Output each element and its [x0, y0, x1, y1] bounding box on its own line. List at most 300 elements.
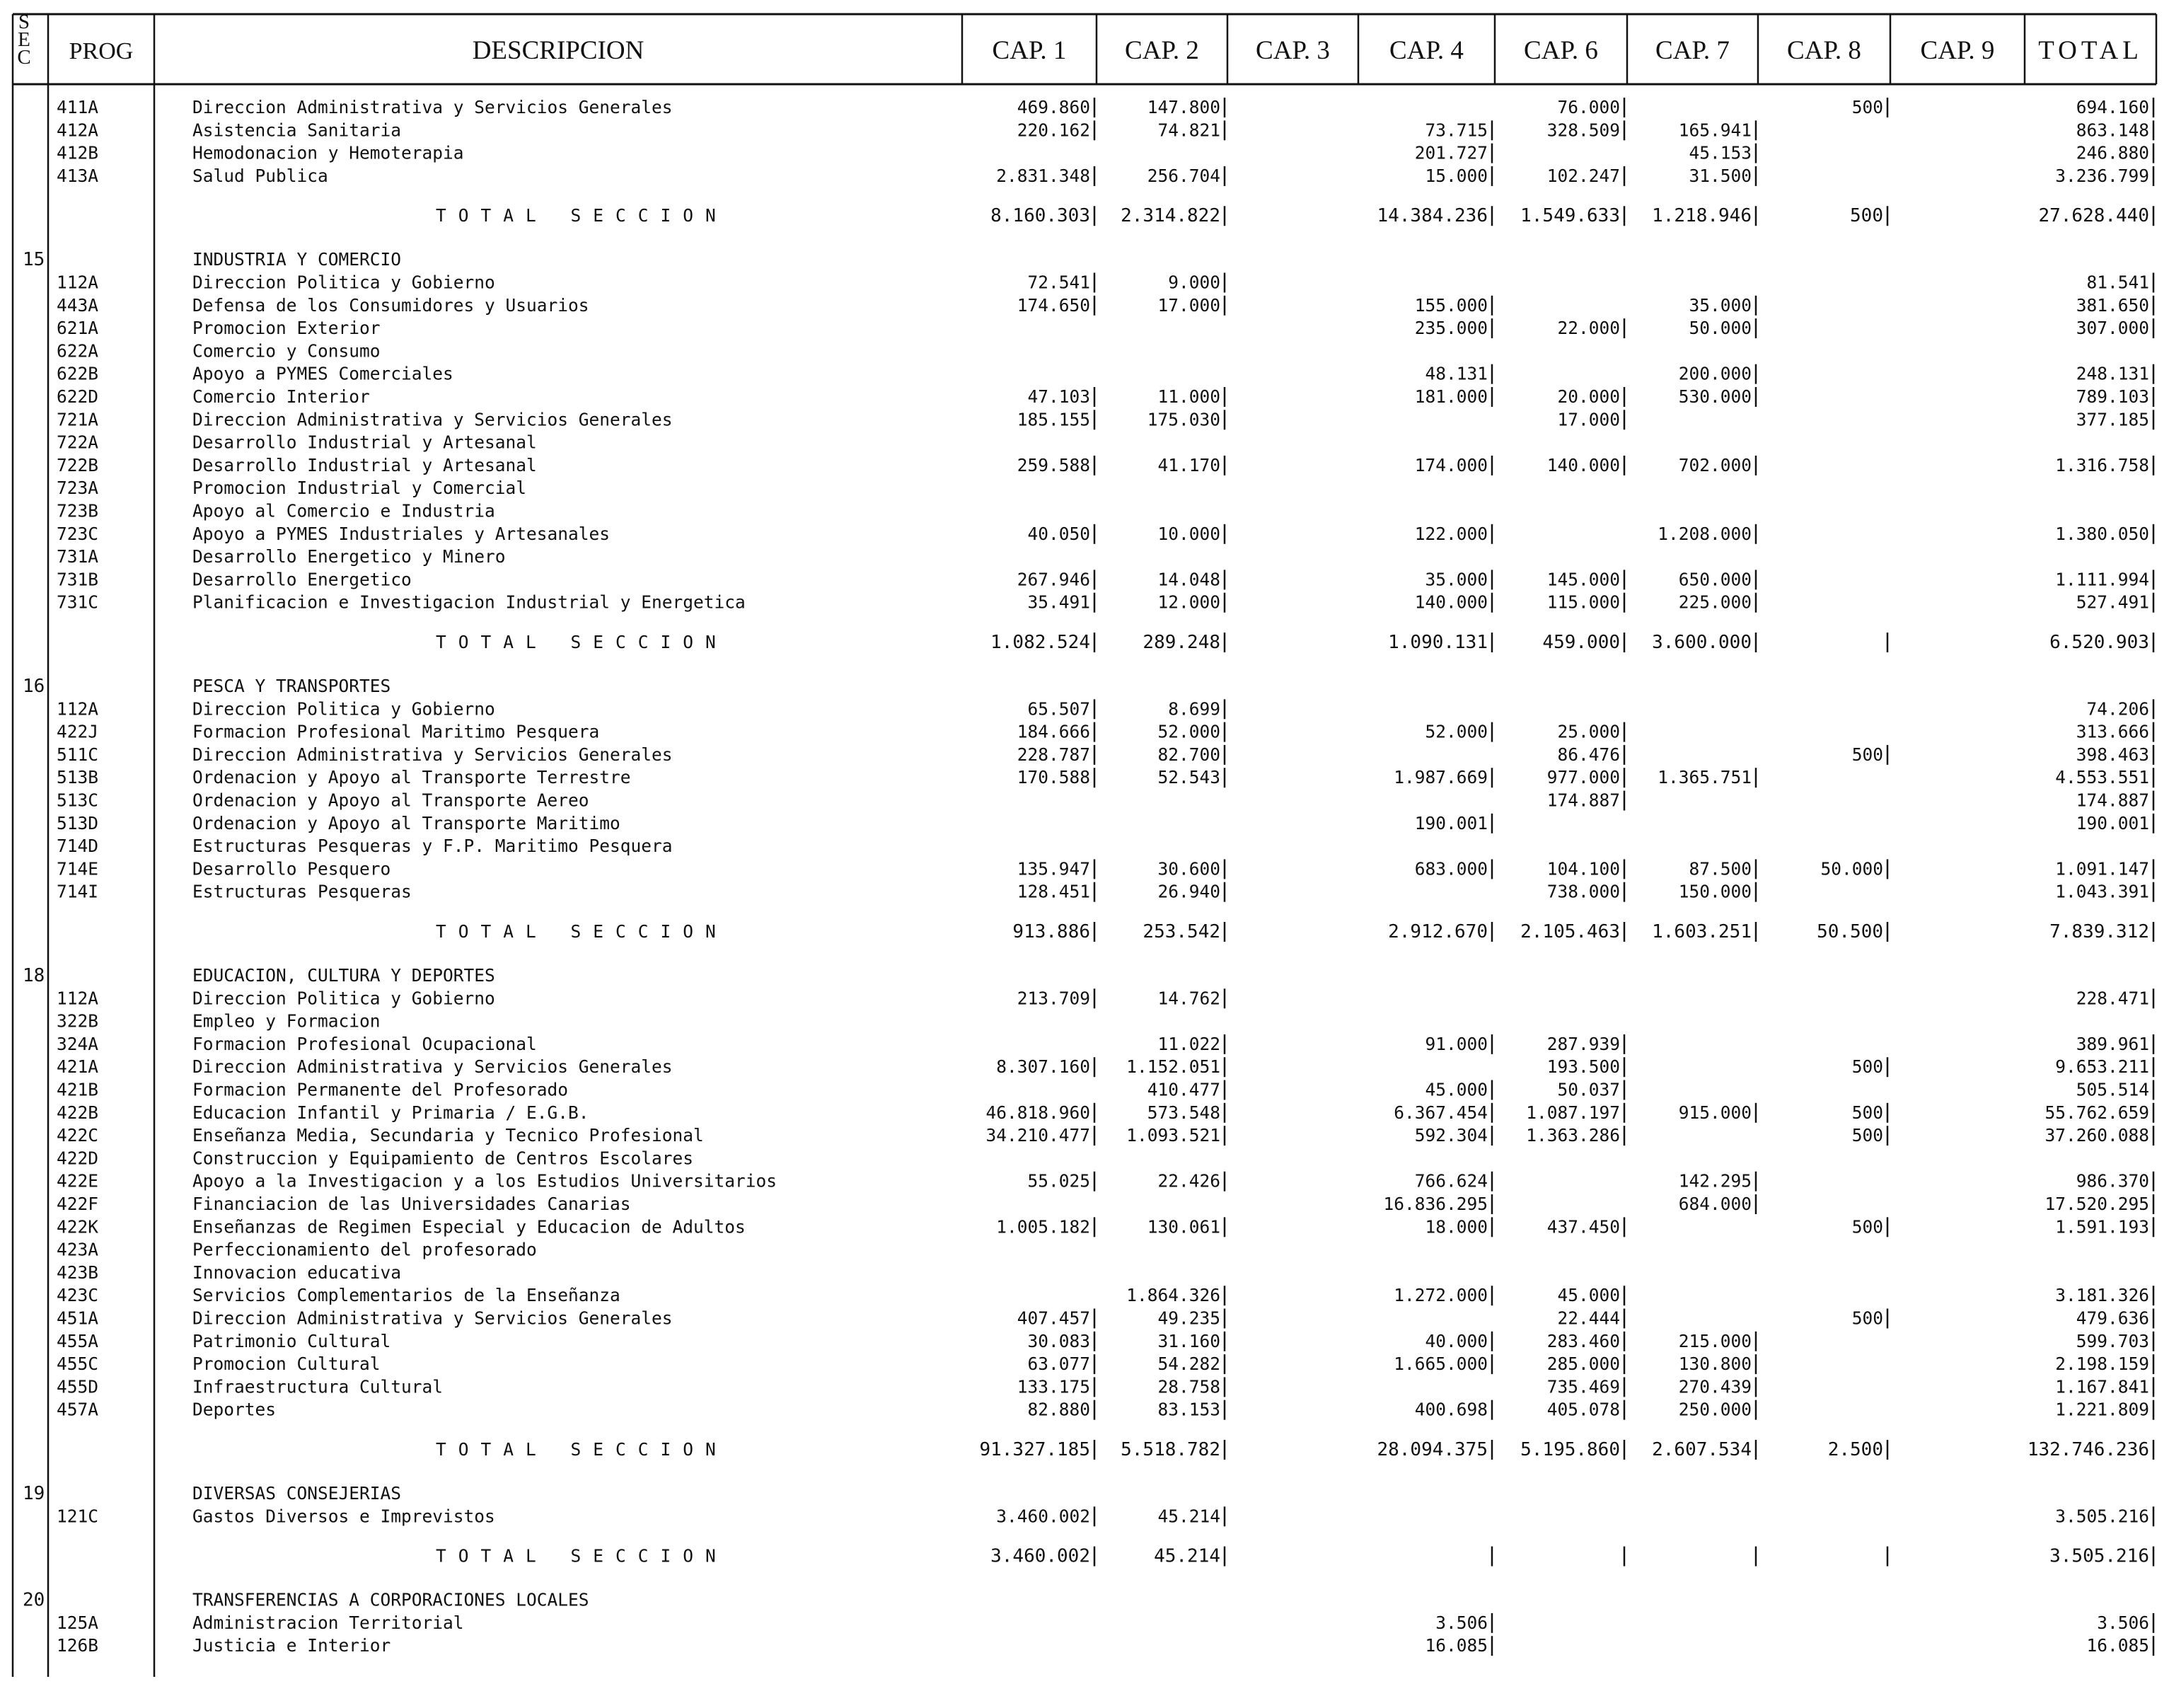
cell-value: 1.087.197: [1526, 1102, 1620, 1123]
cell-value: 684.000: [1678, 1194, 1752, 1214]
program-code: 622B: [57, 363, 99, 384]
prog-header: PROG: [69, 38, 134, 64]
program-code: 723A: [57, 478, 99, 499]
program-code: 422C: [57, 1125, 99, 1146]
cell-value: 702.000: [1678, 454, 1752, 475]
cell-value: 170.588: [1017, 767, 1090, 788]
sec-header-letter: S: [18, 11, 30, 33]
cell-value: 500: [1851, 1308, 1883, 1329]
cell-value: 500: [1851, 1056, 1883, 1078]
cell-value: 46.818.960: [985, 1102, 1090, 1123]
program-code: 322B: [57, 1010, 99, 1032]
section-total-value: 3.600.000: [1652, 632, 1752, 653]
cell-value: 26.940: [1157, 881, 1220, 902]
program-description: Direccion Politica y Gobierno: [192, 698, 495, 720]
cell-value: 201.727: [1414, 142, 1488, 163]
program-description: Justicia e Interior: [192, 1635, 391, 1656]
cell-value: 328.509: [1546, 120, 1620, 141]
section-total-value: 91.327.185: [979, 1439, 1090, 1460]
cell-value: 25.000: [1557, 721, 1620, 742]
cell-value: 16.085: [1425, 1635, 1488, 1656]
program-code: 324A: [57, 1033, 99, 1054]
cell-value: 104.100: [1546, 858, 1620, 879]
cell-value: 74.206: [2086, 698, 2149, 720]
program-description: Estructuras Pesqueras: [192, 881, 412, 902]
section-total-value: 1.603.251: [1652, 921, 1752, 942]
section-number: 15: [23, 249, 45, 271]
cell-value: 11.000: [1157, 386, 1220, 407]
cell-value: 35.000: [1425, 569, 1488, 590]
cap-header: CAP. 6: [1524, 36, 1598, 65]
program-code: 511C: [57, 744, 99, 765]
cell-value: 1.152.051: [1126, 1056, 1220, 1078]
cell-value: 6.367.454: [1394, 1102, 1488, 1123]
program-description: Desarrollo Energetico y Minero: [192, 546, 506, 567]
program-description: Promocion Exterior: [192, 318, 381, 339]
program-description: Apoyo a PYMES Industriales y Artesanales: [192, 523, 611, 544]
cell-value: 74.821: [1157, 120, 1220, 141]
cell-value: 9.653.211: [2055, 1056, 2149, 1078]
program-description: Desarrollo Pesquero: [192, 858, 391, 879]
program-code: 722B: [57, 454, 99, 475]
section-total-value: 2.105.463: [1520, 921, 1620, 942]
program-description: Formacion Profesional Maritimo Pesquera: [192, 721, 600, 742]
cap-header: CAP. 2: [1125, 36, 1199, 65]
cell-value: 31.500: [1689, 165, 1752, 186]
cell-value: 87.500: [1689, 858, 1752, 879]
cell-value: 185.155: [1017, 409, 1090, 430]
cell-value: 3.460.002: [996, 1506, 1090, 1527]
cell-value: 1.208.000: [1658, 523, 1752, 544]
cell-value: 190.001: [2076, 812, 2149, 833]
cell-value: 175.030: [1147, 409, 1220, 430]
cell-value: 54.282: [1157, 1354, 1220, 1375]
cell-value: 35.491: [1027, 592, 1090, 613]
cell-value: 1.316.758: [2055, 454, 2149, 475]
program-code: 121C: [57, 1506, 99, 1527]
section-title: TRANSFERENCIAS A CORPORACIONES LOCALES: [192, 1589, 589, 1610]
section-total-value: 28.094.375: [1377, 1439, 1488, 1460]
section-title: PESCA Y TRANSPORTES: [192, 676, 391, 696]
section-total-value: 50.500: [1817, 921, 1883, 942]
program-code: 125A: [57, 1612, 99, 1633]
cell-value: 65.507: [1027, 698, 1090, 720]
cell-value: 530.000: [1678, 386, 1752, 407]
cell-value: 215.000: [1678, 1330, 1752, 1351]
program-code: 112A: [57, 698, 99, 720]
cell-value: 573.548: [1147, 1102, 1220, 1123]
cell-value: 8.307.160: [996, 1056, 1090, 1078]
cell-value: 40.050: [1027, 523, 1090, 544]
cell-value: 437.450: [1546, 1216, 1620, 1237]
section-title: EDUCACION, CULTURA Y DEPORTES: [192, 965, 495, 986]
cell-value: 12.000: [1157, 592, 1220, 613]
cell-value: 15.000: [1425, 165, 1488, 186]
cell-value: 2.198.159: [2055, 1354, 2149, 1375]
section-total-value: 27.628.440: [2038, 205, 2149, 227]
program-code: 457A: [57, 1399, 99, 1420]
sec-header-letter: C: [17, 46, 31, 69]
cell-value: 130.800: [1678, 1354, 1752, 1375]
cell-value: 256.704: [1147, 165, 1220, 186]
cell-value: 181.000: [1414, 386, 1488, 407]
section-title: DIVERSAS CONSEJERIAS: [192, 1483, 402, 1504]
section-total-value: 8.160.303: [990, 205, 1090, 227]
cap-header: CAP. 1: [992, 36, 1067, 65]
cell-value: 41.170: [1157, 454, 1220, 475]
program-description: Direccion Politica y Gobierno: [192, 272, 495, 293]
cell-value: 30.600: [1157, 858, 1220, 879]
cell-value: 313.666: [2076, 721, 2149, 742]
program-code: 722A: [57, 432, 99, 453]
cell-value: 50.000: [1820, 858, 1883, 879]
program-code: 422B: [57, 1102, 99, 1123]
program-description: Financiacion de las Universidades Canarias: [192, 1194, 631, 1214]
table-body: [23, 97, 2153, 1656]
cell-value: 37.260.088: [2044, 1125, 2149, 1146]
cell-value: 248.131: [2076, 363, 2149, 384]
section-total-label: TOTAL SECCION: [436, 1545, 728, 1566]
program-description: Defensa de los Consumidores y Usuarios: [192, 294, 589, 316]
section-total-value: 2.500: [1827, 1439, 1883, 1460]
cell-value: 28.758: [1157, 1376, 1220, 1397]
cell-value: 592.304: [1414, 1125, 1488, 1146]
cell-value: 55.025: [1027, 1170, 1090, 1191]
section-total-value: 14.384.236: [1377, 205, 1488, 227]
cell-value: 63.077: [1027, 1354, 1090, 1375]
cell-value: 30.083: [1027, 1330, 1090, 1351]
cell-value: 45.214: [1157, 1506, 1220, 1527]
program-code: 412B: [57, 142, 99, 163]
cell-value: 45.153: [1689, 142, 1752, 163]
cell-value: 400.698: [1414, 1399, 1488, 1420]
cell-value: 174.887: [1546, 790, 1620, 811]
section-total-label: TOTAL SECCION: [436, 205, 728, 226]
cell-value: 86.476: [1557, 744, 1620, 765]
program-code: 443A: [57, 294, 99, 316]
cell-value: 31.160: [1157, 1330, 1220, 1351]
program-description: Salud Publica: [192, 165, 328, 186]
program-code: 412A: [57, 120, 99, 141]
program-code: 411A: [57, 97, 99, 117]
cell-value: 174.887: [2076, 790, 2149, 811]
program-code: 622D: [57, 386, 99, 407]
program-description: Promocion Cultural: [192, 1354, 381, 1375]
cell-value: 9.000: [1168, 272, 1220, 293]
program-code: 423B: [57, 1262, 99, 1283]
cap-header: CAP. 8: [1787, 36, 1861, 65]
section-total-value: 7.839.312: [2049, 921, 2149, 942]
cell-value: 3.236.799: [2055, 165, 2149, 186]
section-number: 19: [23, 1483, 45, 1504]
program-description: Direccion Administrativa y Servicios Generales: [192, 744, 673, 765]
cell-value: 3.506: [2097, 1612, 2149, 1633]
cell-value: 22.000: [1557, 318, 1620, 339]
program-description: Gastos Diversos e Imprevistos: [192, 1506, 495, 1527]
cell-value: 789.103: [2076, 386, 2149, 407]
total-header: TOTAL: [2038, 36, 2143, 65]
cell-value: 694.160: [2076, 97, 2149, 117]
program-description: Infraestructura Cultural: [192, 1376, 444, 1397]
cell-value: 3.506: [1435, 1612, 1488, 1633]
program-code: 721A: [57, 409, 99, 430]
cap-header: CAP. 4: [1389, 36, 1464, 65]
cell-value: 738.000: [1546, 881, 1620, 902]
cell-value: 17.000: [1557, 409, 1620, 430]
program-description: Comercio Interior: [192, 386, 370, 407]
cell-value: 1.005.182: [996, 1216, 1090, 1237]
description-header: DESCRIPCION: [472, 36, 644, 65]
section-total-value: 1.090.131: [1388, 632, 1488, 653]
cell-value: 285.000: [1546, 1354, 1620, 1375]
program-code: 513D: [57, 812, 99, 833]
cell-value: 184.666: [1017, 721, 1090, 742]
program-code: 422F: [57, 1194, 99, 1214]
program-description: Ordenacion y Apoyo al Transporte Aereo: [192, 790, 589, 811]
cell-value: 190.001: [1414, 812, 1488, 833]
cell-value: 410.477: [1147, 1079, 1220, 1100]
program-description: Desarrollo Industrial y Artesanal: [192, 432, 537, 453]
cell-value: 50.037: [1557, 1079, 1620, 1100]
cell-value: 599.703: [2076, 1330, 2149, 1351]
cell-value: 16.085: [2086, 1635, 2149, 1656]
cell-value: 407.457: [1017, 1308, 1090, 1329]
program-code: 731A: [57, 546, 99, 567]
program-description: Direccion Administrativa y Servicios Generales: [192, 1056, 673, 1078]
section-total-value: 6.520.903: [2049, 632, 2149, 653]
cell-value: 18.000: [1425, 1216, 1488, 1237]
cell-value: 35.000: [1689, 294, 1752, 316]
cell-value: 82.880: [1027, 1399, 1090, 1420]
section-total-value: 45.214: [1154, 1545, 1220, 1567]
section-number: 18: [23, 965, 45, 986]
cell-value: 102.247: [1546, 165, 1620, 186]
program-code: 731B: [57, 569, 99, 590]
cell-value: 81.541: [2086, 272, 2149, 293]
program-description: Formacion Profesional Ocupacional: [192, 1033, 537, 1054]
cell-value: 122.000: [1414, 523, 1488, 544]
cell-value: 405.078: [1546, 1399, 1620, 1420]
program-description: Direccion Administrativa y Servicios Generales: [192, 1308, 673, 1329]
program-code: 422K: [57, 1216, 99, 1237]
cell-value: 142.295: [1678, 1170, 1752, 1191]
cell-value: 246.880: [2076, 142, 2149, 163]
cell-value: 14.048: [1157, 569, 1220, 590]
section-number: 16: [23, 676, 45, 697]
section-total-value: 253.542: [1143, 921, 1220, 942]
cell-value: 1.987.669: [1394, 767, 1488, 788]
cell-value: 977.000: [1546, 767, 1620, 788]
program-code: 413A: [57, 165, 99, 186]
cell-value: 500: [1851, 1125, 1883, 1146]
cell-value: 287.939: [1546, 1033, 1620, 1054]
cell-value: 34.210.477: [985, 1125, 1090, 1146]
section-total-value: 2.912.670: [1388, 921, 1488, 942]
section-title: INDUSTRIA Y COMERCIO: [192, 249, 402, 270]
program-description: Direccion Administrativa y Servicios Generales: [192, 97, 673, 117]
program-description: Formacion Permanente del Profesorado: [192, 1079, 569, 1100]
program-description: Desarrollo Industrial y Artesanal: [192, 454, 537, 475]
cell-value: 377.185: [2076, 409, 2149, 430]
program-code: 422E: [57, 1170, 99, 1191]
cell-value: 381.650: [2076, 294, 2149, 316]
section-total-value: 1.082.524: [990, 632, 1090, 653]
program-code: 422J: [57, 721, 99, 742]
program-code: 112A: [57, 272, 99, 293]
program-code: 723B: [57, 500, 99, 521]
program-description: Servicios Complementarios de la Enseñanza: [192, 1285, 620, 1306]
cell-value: 165.941: [1678, 120, 1752, 141]
cell-value: 228.787: [1017, 744, 1090, 765]
program-code: 112A: [57, 988, 99, 1009]
program-description: Patrimonio Cultural: [192, 1330, 391, 1351]
cell-value: 500: [1851, 1216, 1883, 1237]
cell-value: 174.650: [1017, 294, 1090, 316]
program-code: 513C: [57, 790, 99, 811]
cell-value: 130.061: [1147, 1216, 1220, 1237]
cell-value: 17.000: [1157, 294, 1220, 316]
cell-value: 145.000: [1546, 569, 1620, 590]
sec-header-letter: E: [18, 28, 30, 51]
section-total-value: 5.195.860: [1520, 1439, 1620, 1460]
cell-value: 193.500: [1546, 1056, 1620, 1078]
cell-value: 52.543: [1157, 767, 1220, 788]
cell-value: 915.000: [1678, 1102, 1752, 1123]
program-description: Construccion y Equipamiento de Centros Escolares: [192, 1148, 694, 1169]
program-description: Perfeccionamiento del profesorado: [192, 1239, 537, 1260]
program-description: Apoyo a PYMES Comerciales: [192, 363, 453, 384]
cell-value: 1.365.751: [1658, 767, 1752, 788]
cell-value: 1.272.000: [1394, 1285, 1488, 1306]
cell-value: 52.000: [1425, 721, 1488, 742]
cell-value: 45.000: [1557, 1285, 1620, 1306]
program-code: 421B: [57, 1079, 99, 1100]
cell-value: 1.864.326: [1126, 1285, 1220, 1306]
program-description: Enseñanza Media, Secundaria y Tecnico Profesional: [192, 1125, 704, 1146]
program-description: Ordenacion y Apoyo al Transporte Terrestre: [192, 767, 631, 788]
cell-value: 48.131: [1425, 363, 1488, 384]
cell-value: 16.836.295: [1383, 1194, 1488, 1214]
cell-value: 135.947: [1017, 858, 1090, 879]
program-description: Innovacion educativa: [192, 1262, 402, 1283]
cell-value: 1.093.521: [1126, 1125, 1220, 1146]
cell-value: 228.471: [2076, 988, 2149, 1009]
program-code: 126B: [57, 1635, 99, 1656]
cell-value: 225.000: [1678, 592, 1752, 613]
program-code: 621A: [57, 318, 99, 339]
cell-value: 73.715: [1425, 120, 1488, 141]
cell-value: 1.591.193: [2055, 1216, 2149, 1237]
program-description: Direccion Administrativa y Servicios Generales: [192, 409, 673, 430]
cell-value: 500: [1851, 97, 1883, 117]
program-description: Enseñanzas de Regimen Especial y Educacion de Adultos: [192, 1216, 746, 1237]
cell-value: 235.000: [1414, 318, 1488, 339]
cell-value: 8.699: [1168, 698, 1220, 720]
section-total-label: TOTAL SECCION: [436, 632, 728, 652]
section-total-value: 5.518.782: [1121, 1439, 1220, 1460]
section-total-value: 3.460.002: [990, 1545, 1090, 1567]
program-code: 455C: [57, 1354, 99, 1375]
program-code: 455A: [57, 1330, 99, 1351]
section-total-value: 289.248: [1143, 632, 1220, 653]
cell-value: 72.541: [1027, 272, 1090, 293]
program-code: 731C: [57, 592, 99, 613]
cell-value: 47.103: [1027, 386, 1090, 407]
program-description: Desarrollo Energetico: [192, 569, 412, 590]
cell-value: 1.111.994: [2055, 569, 2149, 590]
cell-value: 40.000: [1425, 1330, 1488, 1351]
cell-value: 259.588: [1017, 454, 1090, 475]
cell-value: 267.946: [1017, 569, 1090, 590]
cell-value: 250.000: [1678, 1399, 1752, 1420]
cell-value: 83.153: [1157, 1399, 1220, 1420]
program-code: 455D: [57, 1376, 99, 1397]
cell-value: 986.370: [2076, 1170, 2149, 1191]
cell-value: 283.460: [1546, 1330, 1620, 1351]
program-code: 422D: [57, 1148, 99, 1169]
program-description: Deportes: [192, 1399, 277, 1420]
program-description: Educacion Infantil y Primaria / E.G.B.: [192, 1102, 589, 1123]
cell-value: 1.167.841: [2055, 1376, 2149, 1397]
program-code: 622A: [57, 340, 99, 362]
cell-value: 389.961: [2076, 1033, 2149, 1054]
program-description: Promocion Industrial y Comercial: [192, 478, 527, 499]
cell-value: 45.000: [1425, 1079, 1488, 1100]
section-total-value: 1.549.633: [1520, 205, 1620, 227]
cell-value: 683.000: [1414, 858, 1488, 879]
program-code: 714E: [57, 858, 99, 879]
cell-value: 49.235: [1157, 1308, 1220, 1329]
section-total-value: 1.218.946: [1652, 205, 1752, 227]
cell-value: 20.000: [1557, 386, 1620, 407]
cell-value: 200.000: [1678, 363, 1752, 384]
cap-header: CAP. 9: [1920, 36, 1995, 65]
cell-value: 650.000: [1678, 569, 1752, 590]
cell-value: 469.860: [1017, 97, 1090, 117]
program-code: 421A: [57, 1056, 99, 1078]
cell-value: 3.181.326: [2055, 1285, 2149, 1306]
cell-value: 17.520.295: [2044, 1194, 2149, 1214]
cell-value: 140.000: [1546, 454, 1620, 475]
cell-value: 133.175: [1017, 1376, 1090, 1397]
section-total-value: 132.746.236: [2027, 1439, 2149, 1460]
cell-value: 55.762.659: [2044, 1102, 2149, 1123]
cell-value: 128.451: [1017, 881, 1090, 902]
program-description: Ordenacion y Apoyo al Transporte Maritimo: [192, 812, 620, 833]
section-total-value: 3.505.216: [2049, 1545, 2149, 1567]
cell-value: 1.091.147: [2055, 858, 2149, 879]
program-code: 714D: [57, 836, 99, 857]
cell-value: 735.469: [1546, 1376, 1620, 1397]
cell-value: 1.221.809: [2055, 1399, 2149, 1420]
cell-value: 307.000: [2076, 318, 2149, 339]
cell-value: 500: [1851, 1102, 1883, 1123]
cell-value: 1.665.000: [1394, 1354, 1488, 1375]
cell-value: 766.624: [1414, 1170, 1488, 1191]
cell-value: 140.000: [1414, 592, 1488, 613]
section-total-label: TOTAL SECCION: [436, 921, 728, 942]
program-description: Planificacion e Investigacion Industrial y Energetica: [192, 592, 746, 613]
cell-value: 1.363.286: [1526, 1125, 1620, 1146]
section-total-value: 2.314.822: [1121, 205, 1220, 227]
cell-value: 150.000: [1678, 881, 1752, 902]
program-code: 723C: [57, 523, 99, 544]
cell-value: 1.043.391: [2055, 881, 2149, 902]
cell-value: 11.022: [1157, 1033, 1220, 1054]
cap-header: CAP. 3: [1256, 36, 1330, 65]
section-total-value: 913.886: [1012, 921, 1090, 942]
program-description: Hemodonacion y Hemoterapia: [192, 142, 464, 163]
